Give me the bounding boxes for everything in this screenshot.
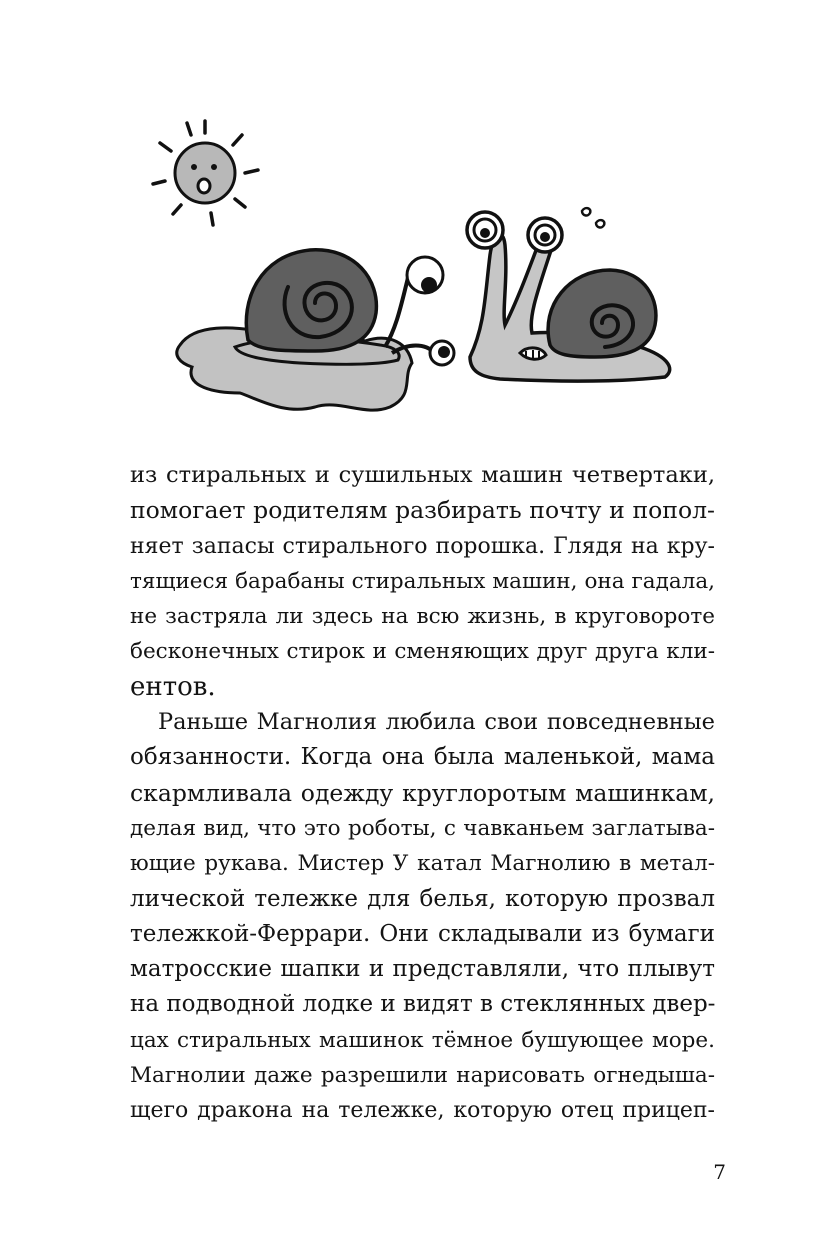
body-text [130, 458, 715, 1129]
text-line: Магнолии даже разрешили нарисовать огнедыша- [130, 1063, 715, 1089]
snails-illustration [140, 95, 700, 435]
text-line: обязанности. Когда она была маленькой, мама [130, 744, 715, 771]
text-line: тящиеся барабаны стиральных машин, она гадала, [130, 568, 715, 594]
text-line: цах стиральных машинок тёмное бушующее море. [130, 1027, 715, 1053]
text-line: на подводной лодке и видят в стеклянных двер- [130, 991, 716, 1018]
surprised-snail-icon [467, 208, 670, 381]
text-line: Раньше Магнолия любила свои повседневные [158, 709, 715, 736]
text-line: помогает родителям разбирать почту и попол- [130, 496, 715, 525]
text-line: бесконечных стирок и сменяющих друг друга кли- [130, 639, 715, 665]
sun-icon [153, 121, 258, 225]
text-line: делая вид, что это роботы, с чавканьем заглатыва- [130, 815, 715, 841]
paragraph-2 [130, 705, 715, 1129]
text-line: не застряла ли здесь на всю жизнь, в круговороте [130, 604, 715, 630]
text-line: ющие рукава. Мистер У катал Магнолию в метал- [130, 851, 715, 877]
text-line: скармливала одежду круглоротым машинкам, [130, 778, 715, 807]
text-line: ентов. [130, 671, 216, 702]
text-line: няет запасы стирального порошка. Глядя на кру- [130, 533, 715, 559]
paragraph-1 [130, 458, 715, 705]
text-line: из стиральных и сушильных машин четвертаки, [130, 462, 715, 488]
snail-icon [177, 250, 454, 410]
page-number: 7 [713, 1160, 726, 1184]
text-line: матросские шапки и представляли, что плывут [130, 956, 715, 983]
text-line: тележкой-Феррари. Они складывали из бумаги [130, 920, 715, 947]
text-line: щего дракона на тележке, которую отец прицеп- [130, 1098, 715, 1124]
text-line: лической тележке для белья, которую прозвал [130, 885, 715, 912]
